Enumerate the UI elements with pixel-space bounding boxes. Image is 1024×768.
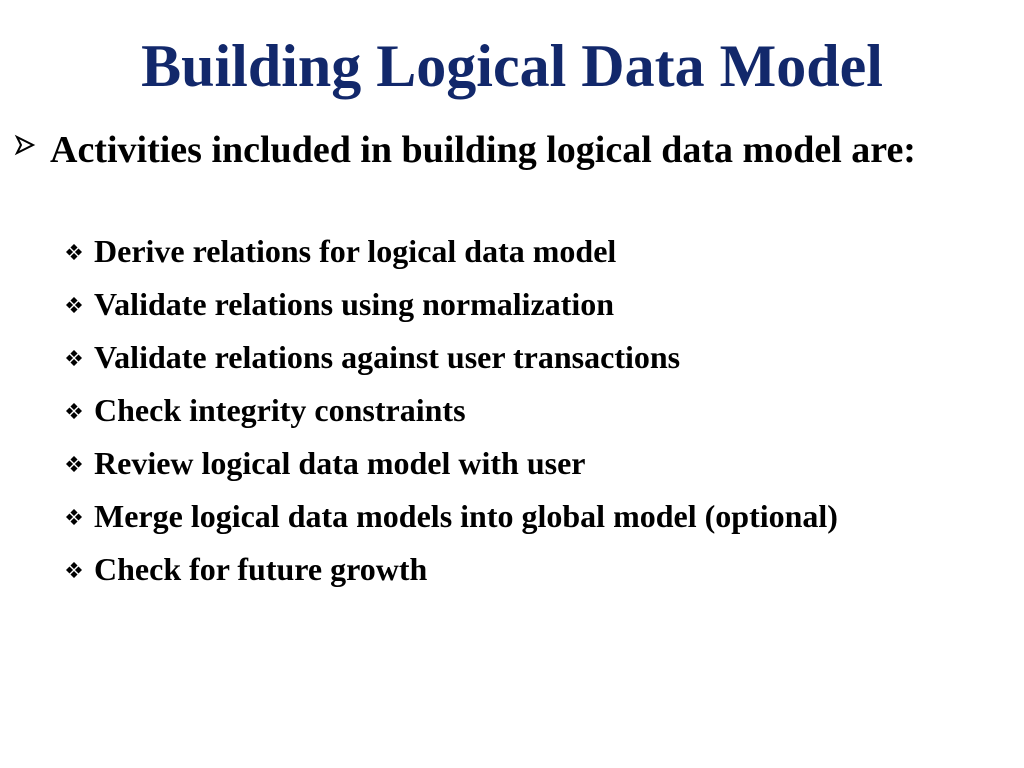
list-item-text: Validate relations against user transactions xyxy=(94,339,681,375)
diamond-bullet-icon xyxy=(66,509,82,525)
arrowhead-bullet-icon xyxy=(14,134,36,156)
list-item-text: Check for future growth xyxy=(94,551,428,587)
list-item-text: Derive relations for logical data model xyxy=(94,233,617,269)
list-item-text: Validate relations using normalization xyxy=(94,286,615,322)
list-item xyxy=(66,548,1010,590)
slide-title: Building Logical Data Model xyxy=(141,33,883,99)
diamond-bullet-icon xyxy=(66,297,82,313)
main-bullet-list xyxy=(14,128,1010,172)
main-bullet-text: Activities included in building logical data model are: xyxy=(50,129,916,171)
list-item-text: Check integrity constraints xyxy=(94,392,466,428)
list-item xyxy=(66,442,1010,484)
list-item xyxy=(66,283,1010,325)
list-item xyxy=(66,389,1010,431)
list-item xyxy=(66,495,1010,537)
list-item xyxy=(66,336,1010,378)
list-item-text: Review logical data model with user xyxy=(94,445,586,481)
activities-list xyxy=(66,230,1010,601)
diamond-bullet-icon xyxy=(66,403,82,419)
diamond-bullet-icon xyxy=(66,562,82,578)
list-item xyxy=(66,230,1010,272)
diamond-bullet-icon xyxy=(66,350,82,366)
diamond-bullet-icon xyxy=(66,456,82,472)
main-bullet-item xyxy=(14,128,1010,172)
list-item-text: Merge logical data models into global model (optional) xyxy=(94,498,838,534)
diamond-bullet-icon xyxy=(66,244,82,260)
